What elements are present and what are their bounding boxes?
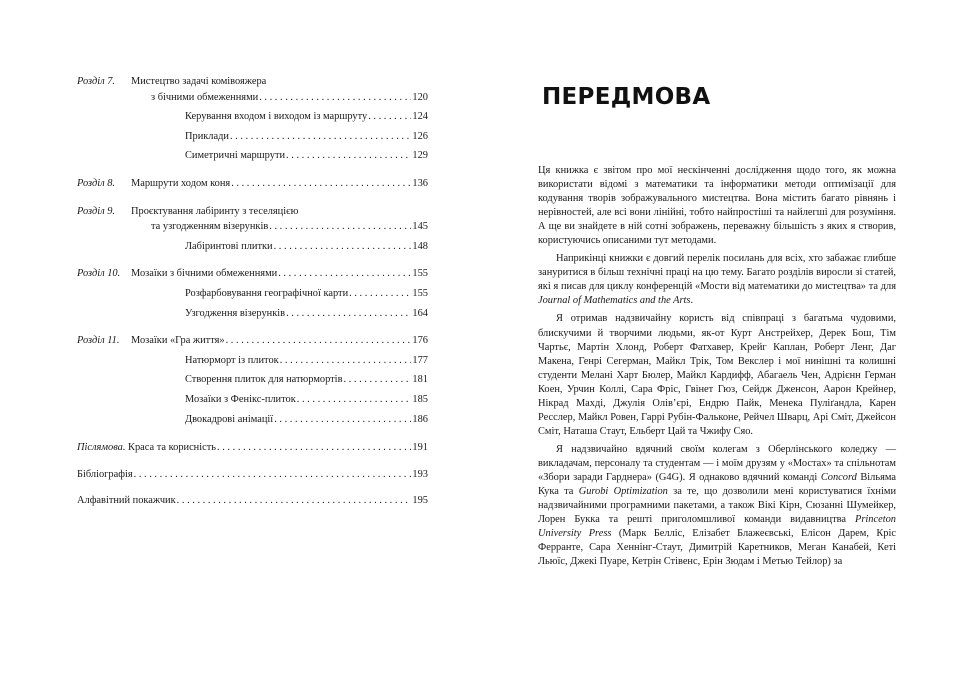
text-run: Я надзвичайно вдячний своїм колегам з Оберлінського коледжу — викладачам, персоналу та студентам — і моїм друзям у «Мостах» та спільнотам «Збори заради Гарднера» (G4G). Я однаково вдячний команді (538, 443, 896, 483)
afterword-label: Післямова. (77, 442, 126, 454)
right-page-preface (485, 0, 970, 691)
preface-body (538, 164, 896, 573)
preface-paragraph-4 (538, 443, 896, 569)
toc-afterword (77, 440, 428, 456)
toc-entry-title: Мозаїки з бічними обмеженнями (131, 268, 278, 280)
journal-name: Journal of Mathematics and the Arts (538, 295, 691, 307)
toc-leader-dots (286, 306, 411, 322)
toc-chapter-11 (77, 333, 428, 427)
toc-page-number: 185 (412, 393, 428, 405)
chapter-label: Розділ 7. (77, 76, 116, 87)
chapter-label: Розділ 11. (77, 335, 120, 347)
text-run: (Марк Белліс, Елізабет Блажеєвські, Елісон Дарем, Кріс Ферранте, Сара Хеннінг-Стаут, Димитрій Каретников, Меган Канабей, Кеті Льюїс, Джекі Пуаре, Кетрін Стівенс, Ерін Зюдам і Метью Тейлор) за (538, 528, 896, 568)
toc-subentry: Мозаїки з Фенікс-плиток (185, 393, 296, 405)
afterword-title: Краса та корисність (125, 442, 217, 454)
toc-chapter-8 (77, 176, 428, 192)
toc-page-number: 126 (412, 130, 428, 142)
toc-page-number: 164 (412, 307, 428, 319)
toc-chapter-9 (77, 204, 428, 255)
bibliography-title: Бібліографія (77, 468, 133, 480)
text-run: . (690, 295, 694, 307)
toc-leader-dots (231, 176, 411, 192)
toc-page-number: 136 (412, 177, 428, 189)
toc-subentry: Розфарбовування географічної карти (185, 287, 349, 299)
preface-heading: ПЕРЕДМОВА (542, 84, 711, 110)
toc-entry-title-cont: з бічними обмеженнями (151, 91, 259, 103)
toc-leader-dots (274, 412, 411, 428)
toc-bibliography (77, 467, 428, 483)
text-run: Наприкінці книжки є довгий перелік посилань для всіх, хто забажає глибше зануритися в більш технічні праці на цю тему. Багато розділів виросли зі статей, які я писав для циклу конференцій «Мости від математики до мистецтва» та для (538, 253, 896, 293)
chapter-label: Розділ 10. (77, 268, 121, 280)
publisher-name: Princeton University Press (538, 514, 896, 540)
toc-entry-title-cont: та узгодженням візерунків (151, 221, 269, 233)
toc-page-number: 120 (412, 91, 428, 103)
toc-leader-dots (286, 148, 411, 164)
toc-leader-dots (134, 467, 412, 483)
toc-page-number: 145 (412, 221, 428, 233)
toc-leader-dots (259, 90, 411, 106)
toc-leader-dots (349, 286, 411, 302)
toc-subentry: Двокадрові анімації (185, 413, 274, 425)
toc-page-number: 177 (412, 354, 428, 366)
toc-leader-dots (230, 129, 411, 145)
toc-subentry: Натюрморт із плиток (185, 354, 279, 366)
toc-page-number: 181 (412, 374, 428, 386)
preface-paragraph-1: Ця книжка є звітом про мої нескінченні дослідження щодо того, як можна використати відомі з математики та інформатики методи оптимізації для кодування творів зображувального мистецтва. Вона містить багато рівнянь і нерівностей, але всі вони лінійні, тобто найпростіші та найлегші для розуміння. А ще ви знайдете в ній сотні зображень, переважну більшість з яких я створив, користуючись описаними тут методами. (538, 165, 896, 247)
toc-entry-title: Маршрути ходом коня (131, 177, 231, 189)
toc-page-number: 195 (412, 495, 428, 507)
toc-chapter-7 (77, 74, 428, 164)
toc-subentry: Симетричні маршрути (185, 150, 286, 162)
toc-index (77, 493, 428, 509)
toc-page-number: 124 (412, 111, 428, 123)
toc-leader-dots (368, 109, 411, 125)
index-title: Алфавітний покажчик (77, 495, 176, 507)
chapter-label: Розділ 9. (77, 205, 116, 217)
toc-page-number: 155 (412, 268, 428, 280)
preface-paragraph-3: Я отримав надзвичайну користь від співпраці з багатьма чудовими, блискучими й творчими людьми, як-от Курт Анстрейхер, Дерек Бош, Тім Чартьє, Мартін Хлонд, Роберт Фатхавер, Крейг Каплан, Роберт Ленг, Даг Макена, Генрі Сегерман, Майкл Трік, Том Векслер і мої нинішні та колишні студенти Мелані Харт Бюлер, Майкл Кардифф, Абагаель Чен, Адрієнн Герман Коен, Урчин Коллі, Сара Фріс, Гвінет Гюз, Сейдж Дженсон, Аарон Крейнер, Нікрад Махді, Джулія Олів’єрі, Ендрю Пайк, Менека Пуліґандла, Карен Ресслер, Майкл Ровен, Гаррі Рубін-Фальконе, Рейчел Шварц, Арі Сміт, Джейсон Сміт, Наташа Стаут, Ельберт Цай та Чжифу Сяо. (538, 313, 896, 437)
toc-leader-dots (297, 392, 412, 408)
toc-leader-dots (278, 266, 411, 282)
toc-entry-title: Мозаїки «Гра життя» (131, 335, 225, 347)
toc-page-number: 193 (412, 468, 428, 480)
toc-subentry: Узгодження візерунків (185, 307, 286, 319)
text-run: за те, що дозволили мені користуватися їхніми надзвичайними програмними пакетами, а також Вікі Кірн, Сюзанні Шумейкер, Лорен Букка та решті приголомшливої команди видавництва (538, 486, 897, 526)
toc-page-number: 148 (412, 240, 428, 252)
toc-entry-title: Мистецтво задачі комівояжера (131, 76, 267, 87)
toc-subentry: Створення плиток для натюрмортів (185, 374, 343, 386)
toc-leader-dots (280, 353, 412, 369)
toc-page-number: 155 (412, 287, 428, 299)
toc-subentry: Керування входом і виходом із маршруту (185, 111, 368, 123)
text-run: Вільяма Кука та (538, 471, 896, 498)
toc-entry-title: Проєктування лабіринту з теселяцією (131, 205, 299, 217)
toc-leader-dots (269, 219, 411, 235)
toc-subentry: Лабіринтові плитки (185, 240, 273, 252)
toc-leader-dots (343, 372, 411, 388)
toc-leader-dots (177, 493, 412, 509)
toc-leader-dots (217, 440, 411, 456)
toc-leader-dots (226, 333, 412, 349)
software-name: Concord (820, 471, 857, 483)
preface-paragraph-2 (538, 252, 896, 308)
toc-page-number: 129 (412, 150, 428, 162)
toc-page-number: 186 (412, 413, 428, 425)
chapter-label: Розділ 8. (77, 177, 116, 189)
toc-leader-dots (274, 239, 412, 255)
toc-page-number: 191 (412, 442, 428, 454)
table-of-contents (77, 74, 428, 517)
toc-page-number: 176 (412, 335, 428, 347)
company-name: Gurobi Optimization (578, 486, 668, 498)
toc-chapter-10 (77, 266, 428, 321)
toc-subentry: Приклади (185, 130, 229, 142)
